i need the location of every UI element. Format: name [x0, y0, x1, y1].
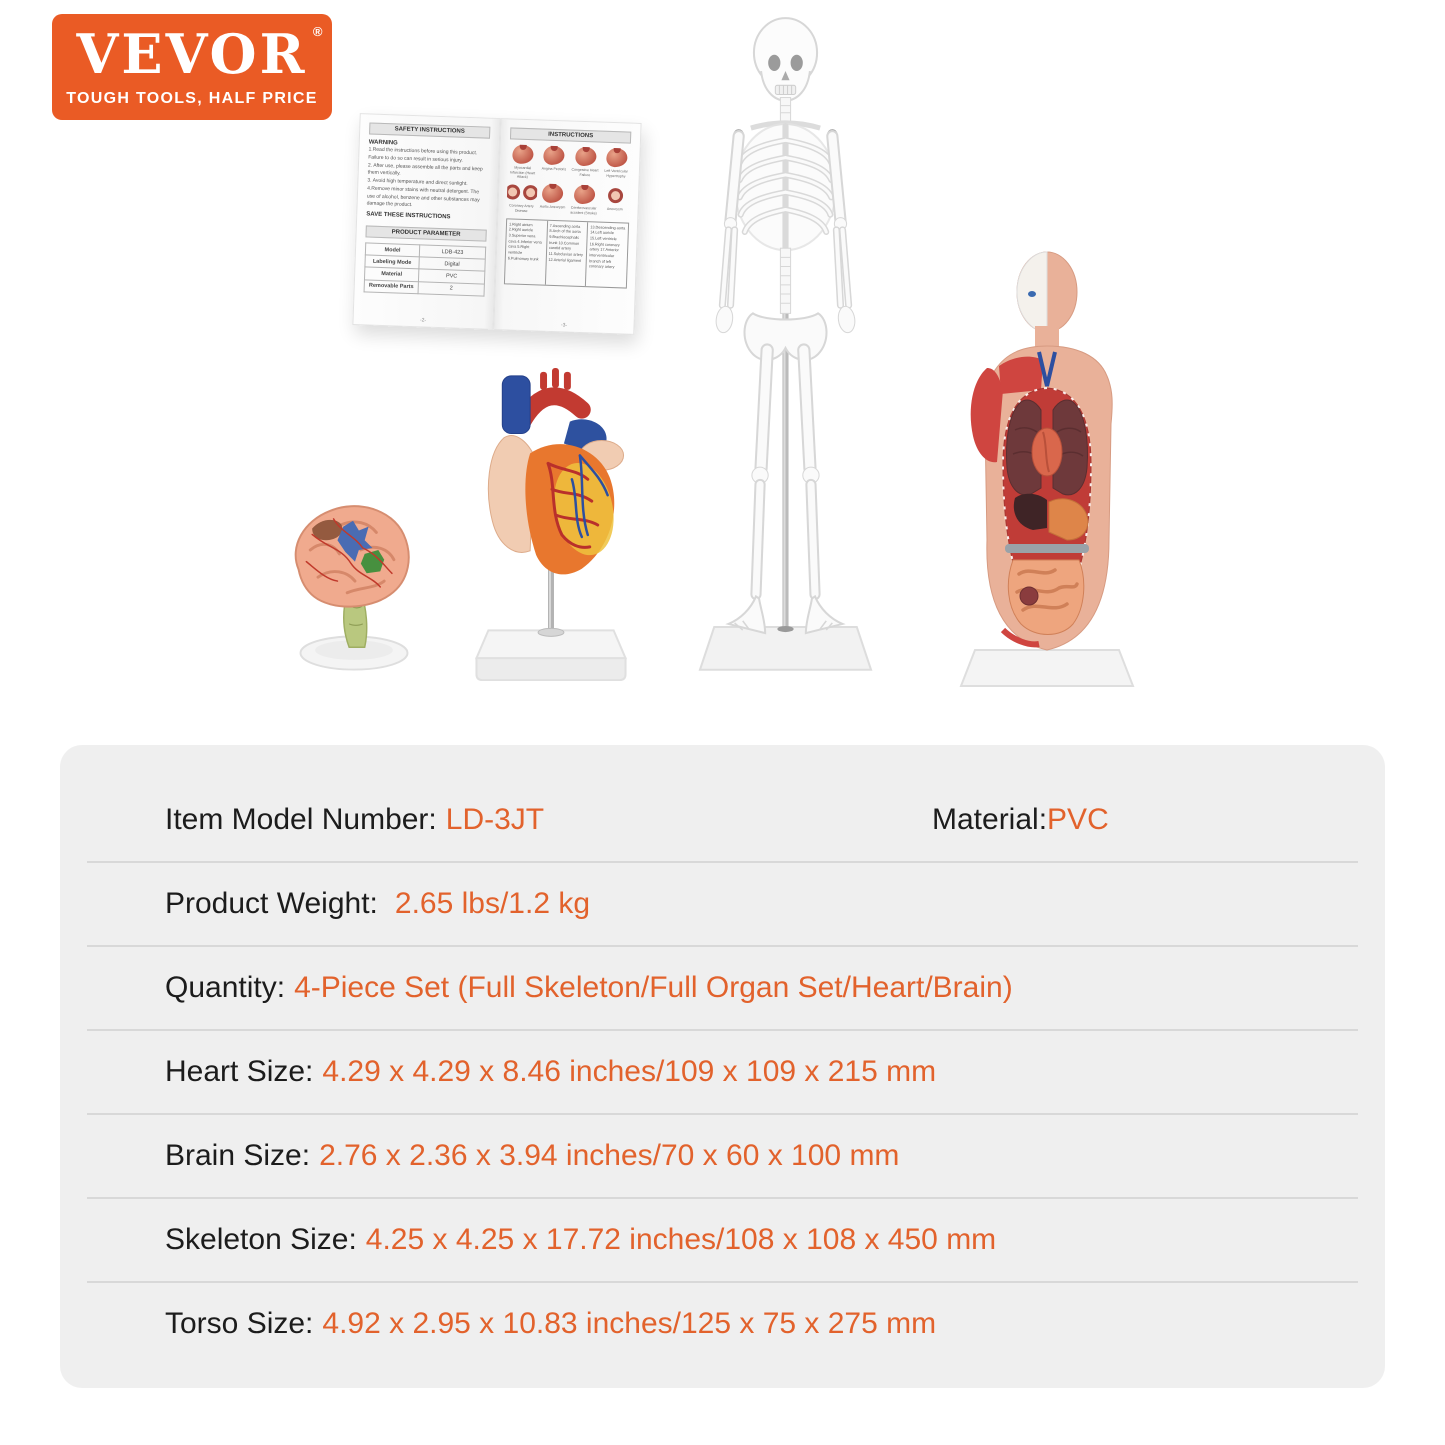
save-instructions-line: SAVE THESE INSTRUCTIONS: [366, 211, 451, 221]
artery-section-icon: [523, 185, 537, 201]
spec-row-torso-size: [60, 1283, 1385, 1365]
heart-illustration-icon: [512, 145, 534, 165]
torso-model-figure: [943, 240, 1151, 692]
spec-value: LD-3JT: [445, 803, 545, 836]
heart-diagram-row: [508, 144, 632, 183]
product-parameter-table: [364, 242, 487, 296]
spec-row-item-model: [60, 779, 1385, 861]
instructions-header: INSTRUCTIONS: [510, 127, 631, 143]
param-value: LDB-423: [419, 245, 485, 259]
warning-line: 1.Read the instructions before using this product. Failure to do so can result in serious injury.: [368, 146, 478, 164]
registered-mark: ®: [312, 23, 326, 39]
warning-line: 2. After use, please assemble all the parts and keep them vertically.: [367, 161, 483, 177]
warning-title: WARNING: [368, 139, 398, 147]
spec-value: 4.25 x 4.25 x 17.72 inches/108 x 108 x 450 mm: [365, 1223, 997, 1256]
heart-model-figure: [452, 360, 650, 690]
artery-diagram: [600, 186, 631, 217]
heart-diagram: [508, 144, 539, 180]
heart-parts-list: [504, 218, 629, 288]
diagram-caption: Aortic Aneurysm: [539, 204, 566, 210]
spec-row-skeleton-size: [60, 1199, 1385, 1281]
param-value: Digital: [419, 257, 485, 271]
heart-illustration-icon: [606, 148, 628, 168]
diagram-caption: Left Ventricular Hypertrophy: [604, 168, 628, 179]
vevor-logo: [52, 14, 332, 120]
diagram-caption: Congestive Heart Failure: [571, 167, 599, 177]
brand-tagline: TOUGH TOOLS, HALF PRICE: [66, 89, 318, 107]
spec-label: Heart Size:: [165, 1055, 314, 1088]
warning-line: 3. Avoid high temperature and direct sunlight.: [367, 177, 468, 187]
param-key: Removable Parts: [364, 279, 418, 293]
parts-column: 13.Descending aorta 14.Left auricle 15.Left ventricle 16.Right coronary artery 17.Anterior interventricular branch of left coronary artery: [588, 224, 626, 270]
safety-instructions-header: SAFETY INSTRUCTIONS: [369, 122, 490, 138]
artery-diagram: [506, 182, 537, 213]
spec-row-heart-size: [60, 1031, 1385, 1113]
spec-label: Material:: [932, 803, 1048, 836]
diagram-caption: Angina Pectoris: [541, 166, 567, 172]
param-key: Labeling Mode: [365, 255, 419, 269]
diagram-caption: Aneurysm: [606, 206, 623, 212]
heart-illustration-icon: [575, 147, 597, 167]
heart-illustration-icon: [573, 185, 595, 205]
param-value: PVC: [418, 269, 484, 283]
heart-illustration-icon: [544, 146, 566, 166]
spec-label: Item Model Number:: [165, 803, 437, 836]
spec-value: 2.65 lbs/1.2 kg: [394, 887, 591, 920]
heart-diagram: [539, 145, 570, 181]
param-key: Material: [364, 267, 418, 281]
spec-row-brain-size: [60, 1115, 1385, 1197]
spec-label: Quantity:: [165, 971, 286, 1004]
spec-value: 4.92 x 2.95 x 10.83 inches/125 x 75 x 275 mm: [322, 1307, 937, 1340]
spec-label: Skeleton Size:: [165, 1223, 357, 1256]
spec-value: 4-Piece Set (Full Skeleton/Full Organ Set/Heart/Brain): [294, 971, 1013, 1004]
parts-column: 7.Ascending aorta 8.Arch of the aorta 9.Brachiocephalic trunk 10.Common carotid artery 11.Subclavian artery 12.Arterial ligament: [546, 220, 589, 285]
manual-left-page: [352, 113, 500, 330]
spec-value: 4.29 x 4.29 x 8.46 inches/109 x 109 x 215 mm: [322, 1055, 937, 1088]
artery-diagram-row: [506, 182, 630, 217]
artery-diagram: [538, 184, 569, 215]
spec-label: Product Weight:: [165, 887, 378, 920]
heart-illustration-icon: [542, 184, 564, 204]
artery-section-icon: [608, 188, 624, 204]
artery-section-icon: [506, 184, 520, 200]
manual-right-page: [493, 118, 641, 335]
spec-panel: [60, 745, 1385, 1388]
param-key: Model: [365, 243, 419, 257]
skeleton-model-figure: [683, 12, 888, 684]
artery-diagram: [569, 185, 600, 216]
param-value: 2: [418, 281, 484, 295]
product-parameter-header: PRODUCT PARAMETER: [365, 225, 486, 241]
brand-name: [76, 21, 326, 86]
brain-model-figure: [283, 490, 425, 678]
heart-diagram: [570, 147, 601, 183]
spec-value: 2.76 x 2.36 x 3.94 inches/70 x 60 x 100 mm: [319, 1139, 900, 1172]
diagram-caption: Coronary Artery Disease: [509, 203, 534, 213]
spec-value: PVC: [1047, 803, 1109, 836]
warning-line: 4.Remove minor stains with neutral detergent. The use of alcohol, benzene and other substances may damage the product.: [366, 185, 480, 209]
parts-column: 1.Right atrium 2.Right auricle 3.Superior vena cava 4.Inferior vena cava 5.Right ventricle 6.Pulmonary trunk: [505, 219, 548, 284]
diagram-caption: Cerebrovascular accident (Stroke): [570, 205, 597, 216]
spec-material: [932, 779, 1109, 861]
brand-name-text: VEVOR: [76, 21, 308, 86]
spec-row-weight: [60, 863, 1385, 945]
page-number: -3-: [560, 322, 568, 329]
spec-row-quantity: [60, 947, 1385, 1029]
page-number: -2-: [419, 317, 427, 324]
diagram-caption: Myocardial Infarction (Heart Attack): [509, 165, 536, 180]
instruction-manual: [352, 113, 641, 335]
spec-label: Torso Size:: [165, 1307, 314, 1340]
spec-label: Brain Size:: [165, 1139, 311, 1172]
heart-diagram: [601, 148, 632, 184]
